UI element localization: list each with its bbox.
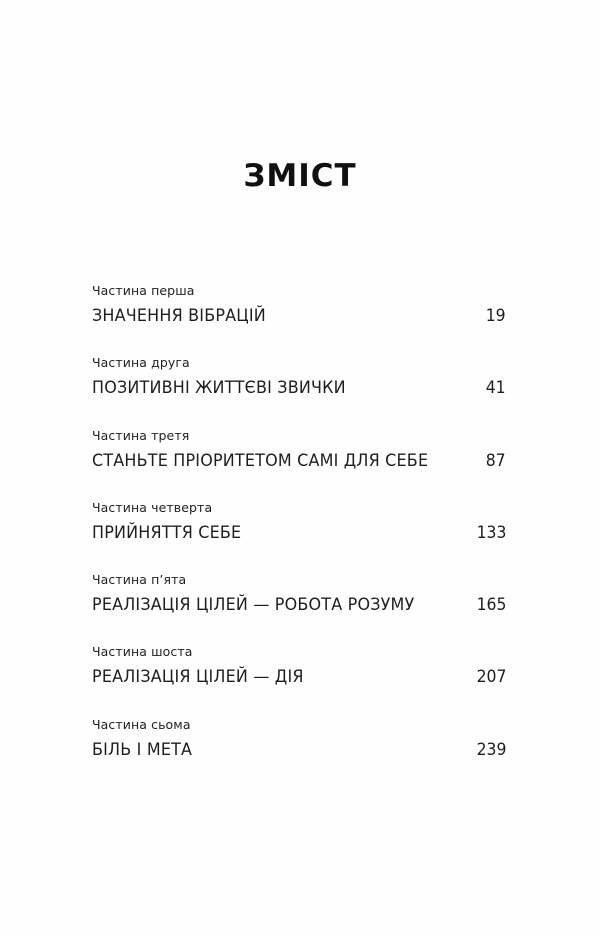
chapter-row bbox=[92, 740, 506, 760]
chapter-row bbox=[92, 523, 506, 543]
part-label: Частина п’ята bbox=[92, 572, 187, 588]
part-label: Частина четверта bbox=[92, 499, 213, 515]
page-number: 165 bbox=[476, 595, 506, 616]
part-label: Частина друга bbox=[92, 355, 190, 371]
toc-entry[interactable] bbox=[92, 500, 506, 572]
part-label: Частина перша bbox=[92, 283, 195, 298]
chapter-title: ПОЗИТИВНІ ЖИТТЄВІ ЗВИЧКИ bbox=[92, 378, 346, 399]
table-of-contents bbox=[92, 283, 506, 789]
toc-entry[interactable] bbox=[92, 717, 506, 789]
toc-entry[interactable] bbox=[92, 428, 506, 500]
page-number: 41 bbox=[486, 378, 506, 399]
chapter-row bbox=[92, 378, 506, 398]
page-title: ЗМІСТ bbox=[243, 158, 357, 194]
page-number: 87 bbox=[486, 450, 506, 471]
chapter-row bbox=[92, 451, 506, 471]
part-label: Частина третя bbox=[92, 427, 190, 443]
page-number: 19 bbox=[486, 306, 506, 326]
toc-entry[interactable] bbox=[92, 572, 506, 644]
page-number: 239 bbox=[476, 739, 506, 760]
page-number: 133 bbox=[476, 522, 506, 543]
chapter-title: РЕАЛІЗАЦІЯ ЦІЛЕЙ — РОБОТА РОЗУМУ bbox=[92, 595, 415, 616]
page-number: 207 bbox=[476, 667, 506, 688]
chapter-title: СТАНЬТЕ ПРІОРИТЕТОМ САМІ ДЛЯ СЕБЕ bbox=[92, 450, 429, 471]
chapter-title: ЗНАЧЕННЯ ВІБРАЦІЙ bbox=[92, 306, 266, 326]
toc-entry[interactable] bbox=[92, 355, 506, 427]
chapter-title: ПРИЙНЯТТЯ СЕБЕ bbox=[92, 522, 242, 543]
chapter-row bbox=[92, 306, 506, 326]
toc-entry[interactable] bbox=[92, 644, 506, 716]
part-label: Частина шоста bbox=[92, 644, 193, 660]
chapter-title: РЕАЛІЗАЦІЯ ЦІЛЕЙ — ДІЯ bbox=[92, 667, 304, 688]
toc-entry[interactable] bbox=[92, 283, 506, 355]
part-label: Частина сьома bbox=[92, 716, 191, 732]
chapter-row bbox=[92, 667, 506, 687]
chapter-row bbox=[92, 595, 506, 615]
chapter-title: БІЛЬ І МЕТА bbox=[92, 739, 193, 760]
